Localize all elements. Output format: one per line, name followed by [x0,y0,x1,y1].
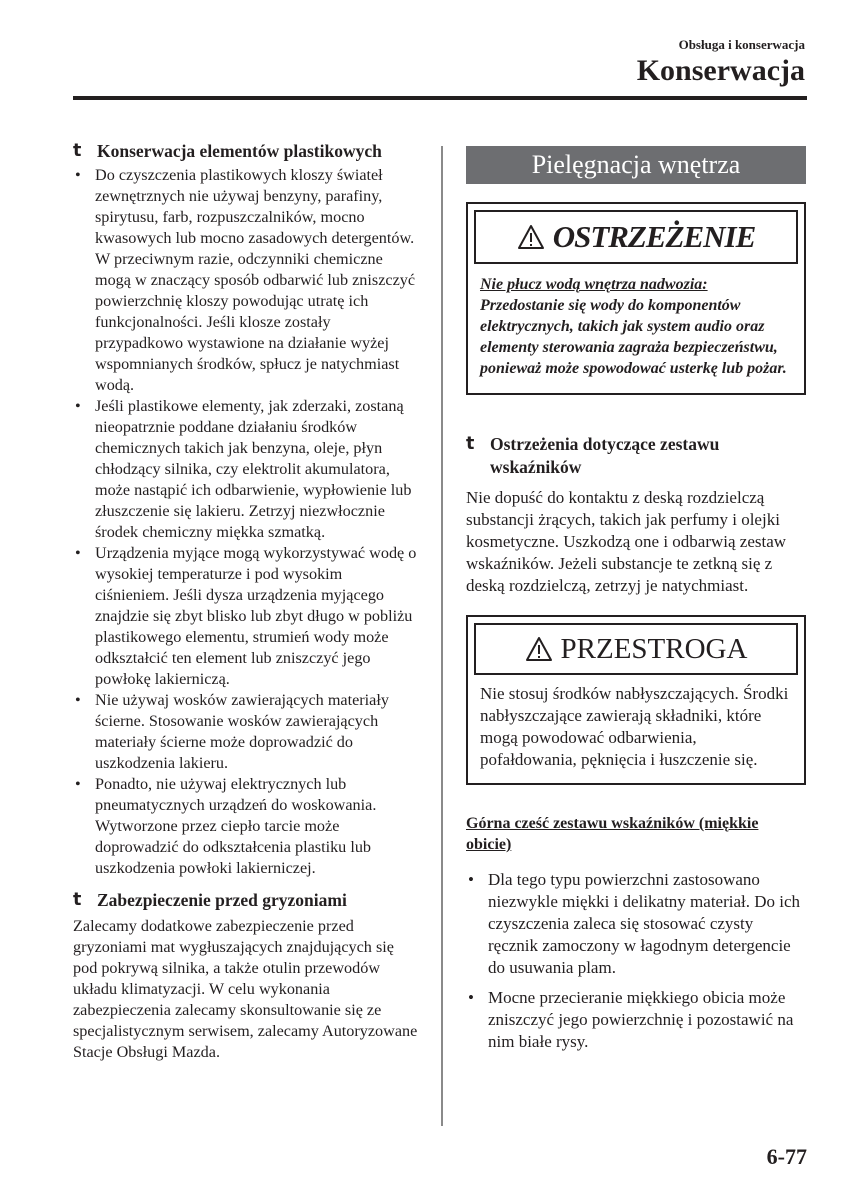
bullet-icon: • [468,988,474,1007]
subsection-heading: Górna cześć zestawu wskaźników (miękkie obicie) [466,815,759,853]
caution-triangle-icon [525,636,553,662]
list-item-text: Mocne przecieranie miękkiego obicia może zniszczyć jego powierzchnię i pozostawić na nim białe rysy. [488,988,794,1051]
caution-body: Nie stosuj środków nabłyszczających. Środki nabłyszczające zawierają składniki, które mogą powodować odbarwienia, pofałdowania, pęknięcia i łuszczenie się. [480,684,789,769]
section-marker: t [466,434,475,454]
left-column [73,140,418,1063]
warning-title: OSTRZEŻENIE [552,219,756,254]
right-column [466,146,806,1053]
section-title: Zabezpieczenie przed gryzoniami [97,890,347,910]
list-item [468,869,806,979]
warning-triangle-icon [517,224,545,250]
section-title: Ostrzeżenia dotyczące zestawu wskaźników [490,434,720,477]
list-item-text: Ponadto, nie używaj elektrycznych lub pneumatycznych urządzeń do woskowania. Wytworzone przez ciepło tarcie może doprowadzić do odkształcenia plastiku lub uszkodzenia powłoki lakierniczej. [95,775,377,877]
list-item [75,690,418,774]
bullet-icon: • [75,775,81,793]
bullet-icon: • [75,544,81,562]
list-item [75,774,418,879]
rodents-paragraph: Zalecamy dodatkowe zabezpieczenie przed gryzoniami mat wygłuszających znajdujących się pod pokrywą silnika, a także otulin przewodów układu klimatyzacji. W celu wykonania zabezpieczenia zalecamy skonsultowanie się ze specjalistycznym serwisem, zalecamy Autoryzowane Stacje Obsługi Mazda. [73,917,418,1061]
list-item-text: Do czyszczenia plastikowych kloszy świateł zewnętrznych nie używaj benzyny, parafiny, spirytusu, farb, rozpuszczalników, mocno kwasowych lub mocno zasadowych detergentów. W przeciwnym razie, odczynniki chemiczne mogą w znaczący sposób odbarwić lub zniszczyć powierzchnię kloszy powodując utratę ich funkcjonalności. Jeśli klosze zostały przypadkowo wystawione na działanie wyżej wspomnianych środków, spłucz je natychmiast wodą. [95,166,416,394]
caution-header [474,623,798,675]
warning-text: Przedostanie się wody do komponentów elektrycznych, takich jak system audio oraz elementy sterowania zagraża bezpieczeństwu, ponieważ może spowodować usterkę lub pożar. [480,297,787,377]
page-number: 6-77 [766,1144,807,1169]
page-title: Konserwacja [636,54,805,87]
list-item [75,165,418,396]
section-title: Konserwacja elementów plastikowych [97,141,382,161]
section-heading-rodents [73,889,418,912]
list-item [75,396,418,543]
bullet-icon: • [75,397,81,415]
section-heading-instruments [466,433,806,479]
warning-lead: Nie płucz wodą wnętrza nadwozia: [480,276,708,293]
caution-box [466,615,806,785]
list-item [75,543,418,690]
warning-box [466,202,806,395]
list-item-text: Dla tego typu powierzchni zastosowano niezwykle miękki i delikatny materiał. Do ich czyszczenia zaleca się stosować czysty ręcznik zamoczony w łagodnym detergencie do usuwania plam. [488,870,801,977]
section-banner: Pielęgnacja wnętrza [466,146,806,184]
soft-cover-bullet-list [466,869,806,1053]
section-marker: t [73,141,82,161]
chapter-title: Obsługa i konserwacja [678,37,805,52]
section-heading-plastics [73,140,418,163]
warning-header [474,210,798,264]
list-item-text: Nie używaj wosków zawierających materiały ścierne. Stosowanie wosków zawierających materiały ścierne może doprowadzić do uszkodzenia lakieru. [95,691,389,772]
bullet-icon: • [75,691,81,709]
bullet-icon: • [468,870,474,889]
instruments-paragraph: Nie dopuść do kontaktu z deską rozdzielczą substancji żrących, takich jak perfumy i olejki kosmetyczne. Uszkodzą one i odbarwią zestaw wskaźników. Jeżeli substancje te zetkną się z deską rozdzielczą, zetrzyj je natychmiast. [466,488,787,595]
list-item [468,987,806,1053]
list-item-text: Urządzenia myjące mogą wykorzystywać wodę o wysokiej temperaturze i pod wysokim ciśnieniem. Jeśli dysza urządzenia myjącego znajdzie się zbyt blisko lub zbyt długo w pobliżu plastikowego elementu, strumień wody może odkształcić ten element lub zniszczyć jego powłokę lakierniczą. [95,544,417,688]
warning-body [474,264,798,387]
list-item-text: Jeśli plastikowe elementy, jak zderzaki, zostaną nieopatrznie poddane działaniu środków chemicznych takich jak benzyna, oleje, płyn chłodzący silnika, czy elektrolit akumulatora, może nastąpić ich odbarwienie, wypłowienie lub złuszczenie się lakieru. Zetrzyj niezwłocznie środek chemiczny miękka szmatką. [95,397,412,541]
caution-title: PRZESTROGA [560,632,748,665]
plastics-bullet-list [73,165,418,879]
section-marker: t [73,890,82,910]
column-divider [441,146,443,1126]
header-rule [73,96,807,100]
bullet-icon: • [75,166,81,184]
